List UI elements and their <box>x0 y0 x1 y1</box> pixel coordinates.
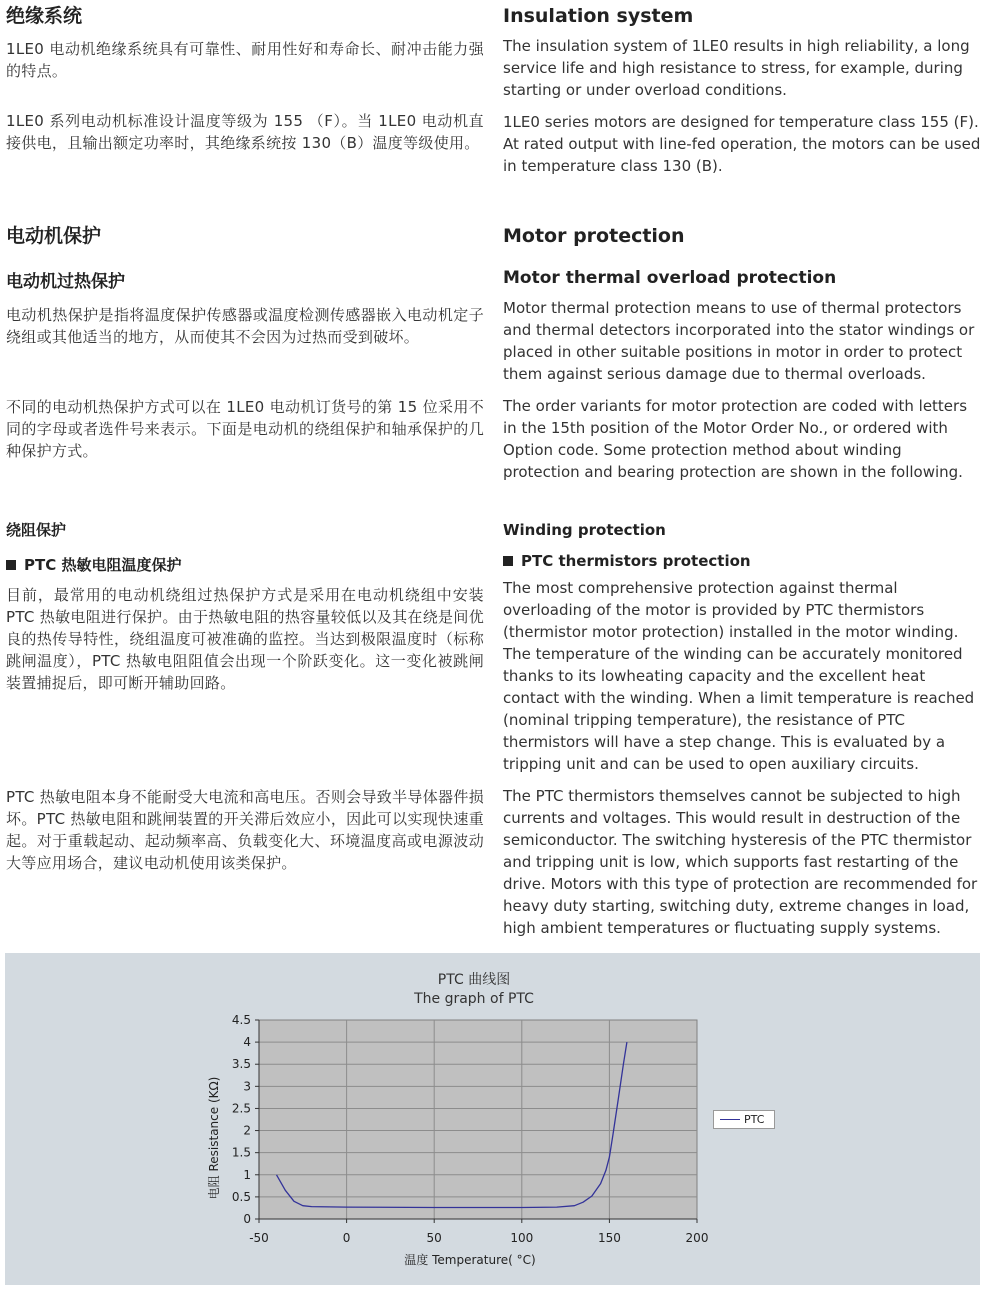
thermal-heading-zh: 电动机过热保护 <box>6 272 125 292</box>
insulation-paragraph-2-zh: 1LE0 系列电动机标准设计温度等级为 155 （F）。当 1LE0 电动机直接供电，且输出额定功率时，其绝缘系统按 130（B）温度等级使用。 <box>6 112 484 152</box>
y-tick-label: 1.5 <box>231 1145 251 1160</box>
chart-title: PTC 曲线图 <box>437 972 511 988</box>
legend-label-ptc: PTC <box>744 1113 765 1126</box>
insulation-heading-zh: 绝缘系统 <box>6 5 83 27</box>
ptc-paragraph-1-en: The most comprehensive protection against thermal overloading of the motor is provided by PTC thermistors (thermistor motor protection) installed in the motor winding. The temperature of the winding can be accurately monitored thanks to its lowheating capacity and the excellent heat contact with the winding. When a limit temperature is reached (nominal tripping temperature), the resistance of PTC thermistors will have a step change. This is evaluated by a tripping unit and can be used to open auxiliary circuits. <box>503 579 975 773</box>
ptc-heading-text-zh: PTC 热敏电阻温度保护 <box>24 556 182 574</box>
plot-area <box>259 1020 697 1219</box>
winding-heading-zh: 绕阻保护 <box>6 521 67 539</box>
y-tick-label: 2 <box>243 1123 251 1138</box>
ptc-heading-text-en: PTC thermistors protection <box>521 552 751 570</box>
y-tick-label: 4 <box>243 1035 251 1050</box>
winding-heading-en: Winding protection <box>503 521 666 539</box>
insulation-paragraph-2-en: 1LE0 series motors are designed for temperature class 155 (F). At rated output with line-fed operation, the motors can be used in temperature class 130 (B). <box>503 113 981 175</box>
legend-line-swatch <box>720 1119 740 1120</box>
insulation-paragraph-1-zh: 1LE0 电动机绝缘系统具有可靠性、耐用性好和寿命长、耐冲击能力强的特点。 <box>6 40 484 80</box>
y-tick-label: 0 <box>243 1212 251 1226</box>
thermal-paragraph-2-zh: 不同的电动机热保护方式可以在 1LE0 电动机订货号的第 15 位采用不同的字母或者选件号来表示。下面是电动机的绕组保护和轴承保护的几种保护方式。 <box>6 398 484 460</box>
x-tick-label: -50 <box>249 1231 269 1245</box>
x-tick-label: 0 <box>342 1231 351 1245</box>
y-tick-label: 0.5 <box>231 1189 251 1204</box>
y-tick-label: 4.5 <box>231 1013 251 1027</box>
ptc-paragraph-2-zh: PTC 热敏电阻本身不能耐受大电流和高电压。否则会导致半导体器件损坏。PTC 热敏电阻和跳闸装置的开关滞后效应小，因此可以实现快速重起。对于重载起动、起动频率高、负载变化大、环境温度高或电源波动大等应用场合，建议电动机使用该类保护。 <box>6 788 484 872</box>
y-tick-label: 1 <box>243 1167 251 1182</box>
thermal-paragraph-1-en: Motor thermal protection means to use of thermal protectors and thermal detectors incorporated into the stator windings or placed in other suitable positions in motor in order to protect them against serious damage due to thermal overloads. <box>503 299 975 383</box>
chart-legend <box>713 1110 775 1129</box>
chart-subtitle: The graph of PTC <box>414 991 534 1007</box>
protection-heading-en: Motor protection <box>503 225 685 247</box>
thermal-paragraph-2-en: The order variants for motor protection are coded with letters in the 15th position of the Motor Order No., or ordered with Option code. Some protection method about winding protection and bearing protection are shown in the following. <box>503 397 968 481</box>
y-tick-label: 3 <box>243 1079 251 1094</box>
x-tick-label: 100 <box>510 1231 534 1245</box>
y-tick-label: 2.5 <box>231 1101 251 1116</box>
protection-heading-zh: 电动机保护 <box>6 225 102 247</box>
thermal-heading-en: Motor thermal overload protection <box>503 268 837 288</box>
x-tick-label: 150 <box>597 1231 621 1245</box>
ptc-paragraph-1-zh: 目前，最常用的电动机绕组过热保护方式是采用在电动机绕组中安装 PTC 热敏电阻进行保护。由于热敏电阻的热容量较低以及其在绕是间优良的热传导特性，绕组温度可被准确的监控。当达到极限温度时（标称跳闸温度），PTC 热敏电阻阻值会出现一个阶跃变化。这一变化被跳闸装置捕捉后，即可断开辅助回路。 <box>6 586 484 692</box>
thermal-paragraph-1-zh: 电动机热保护是指将温度保护传感器或温度检测传感器嵌入电动机定子绕组或其他适当的地方，从而使其不会因为过热而受到破坏。 <box>6 306 484 346</box>
x-tick-label: 200 <box>685 1231 709 1245</box>
y-tick-label: 3.5 <box>231 1057 251 1072</box>
x-axis-label: 温度 Temperature( °C) <box>404 1253 536 1267</box>
insulation-paragraph-1-en: The insulation system of 1LE0 results in high reliability, a long service life and high resistance to stress, for example, during starting or under overload conditions. <box>503 37 970 99</box>
x-tick-label: 50 <box>426 1231 442 1245</box>
insulation-heading-en: Insulation system <box>503 5 694 27</box>
y-axis-label: 电阻 Resistance (KΩ) <box>207 1076 221 1200</box>
ptc-paragraph-2-en: The PTC thermistors themselves cannot be subjected to high currents and voltages. This would result in destruction of the semiconductor. The switching hysteresis of the PTC thermistor and tripping unit is low, which supports fast restarting of the drive. Motors with this type of protection are recommended for heavy duty starting, switching duty, extreme changes in load, high ambient temperatures or fluctuating supply systems. <box>503 787 978 937</box>
